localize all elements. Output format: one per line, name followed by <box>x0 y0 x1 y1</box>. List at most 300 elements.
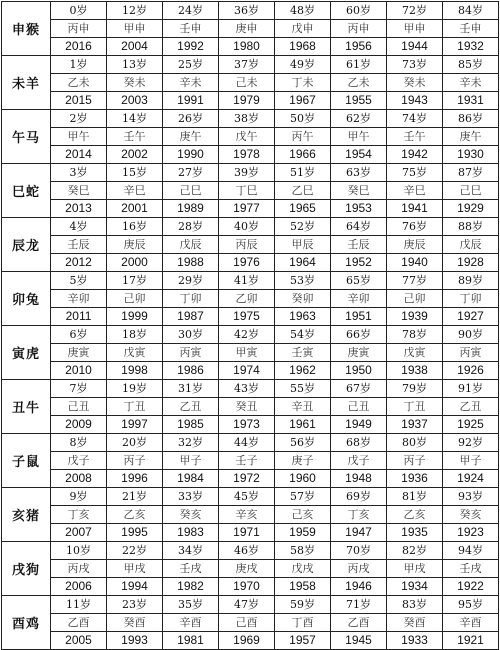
age-row <box>2 380 499 398</box>
ganzhi-cell: 乙卯 <box>219 290 275 308</box>
year-cell: 2015 <box>51 92 107 110</box>
year-cell: 1933 <box>387 632 443 650</box>
ganzhi-cell: 甲寅 <box>219 344 275 362</box>
ganzhi-cell: 丙寅 <box>163 344 219 362</box>
age-cell: 33岁 <box>163 488 219 506</box>
age-cell: 59岁 <box>275 596 331 614</box>
ganzhi-row <box>2 236 499 254</box>
age-cell: 29岁 <box>163 272 219 290</box>
year-cell: 1926 <box>443 362 499 380</box>
year-cell: 2007 <box>51 524 107 542</box>
ganzhi-cell: 癸未 <box>107 74 163 92</box>
age-cell: 80岁 <box>387 434 443 452</box>
age-cell: 32岁 <box>163 434 219 452</box>
zodiac-label: 辰龙 <box>2 218 51 272</box>
age-cell: 28岁 <box>163 218 219 236</box>
age-cell: 44岁 <box>219 434 275 452</box>
ganzhi-cell: 丁亥 <box>331 506 387 524</box>
ganzhi-cell: 戊辰 <box>163 236 219 254</box>
year-cell: 1925 <box>443 416 499 434</box>
year-cell: 1924 <box>443 470 499 488</box>
ganzhi-cell: 辛亥 <box>219 506 275 524</box>
year-cell: 2001 <box>107 200 163 218</box>
year-cell: 1964 <box>275 254 331 272</box>
year-cell: 1968 <box>275 38 331 56</box>
year-cell: 1950 <box>331 362 387 380</box>
ganzhi-row <box>2 182 499 200</box>
ganzhi-cell: 辛卯 <box>51 290 107 308</box>
age-cell: 64岁 <box>331 218 387 236</box>
ganzhi-cell: 癸亥 <box>443 506 499 524</box>
age-cell: 48岁 <box>275 2 331 20</box>
ganzhi-cell: 庚午 <box>163 128 219 146</box>
ganzhi-cell: 甲午 <box>51 128 107 146</box>
year-cell: 1985 <box>163 416 219 434</box>
ganzhi-cell: 戊午 <box>219 128 275 146</box>
year-cell: 1947 <box>331 524 387 542</box>
year-cell: 1922 <box>443 578 499 596</box>
ganzhi-cell: 辛未 <box>163 74 219 92</box>
year-cell: 1951 <box>331 308 387 326</box>
year-cell: 1976 <box>219 254 275 272</box>
ganzhi-cell: 丙寅 <box>443 344 499 362</box>
year-cell: 1948 <box>331 470 387 488</box>
year-cell: 1969 <box>219 632 275 650</box>
year-cell: 1957 <box>275 632 331 650</box>
year-cell: 2012 <box>51 254 107 272</box>
age-cell: 53岁 <box>275 272 331 290</box>
ganzhi-cell: 癸亥 <box>163 506 219 524</box>
ganzhi-cell: 己巳 <box>163 182 219 200</box>
age-cell: 16岁 <box>107 218 163 236</box>
year-cell: 1930 <box>443 146 499 164</box>
age-cell: 4岁 <box>51 218 107 236</box>
ganzhi-row <box>2 560 499 578</box>
age-cell: 19岁 <box>107 380 163 398</box>
age-cell: 21岁 <box>107 488 163 506</box>
zodiac-label: 巳蛇 <box>2 164 51 218</box>
zodiac-label: 酉鸡 <box>2 596 51 650</box>
age-cell: 86岁 <box>443 110 499 128</box>
age-cell: 10岁 <box>51 542 107 560</box>
year-row <box>2 416 499 434</box>
year-cell: 1989 <box>163 200 219 218</box>
year-row <box>2 470 499 488</box>
ganzhi-cell: 甲申 <box>107 20 163 38</box>
age-cell: 84岁 <box>443 2 499 20</box>
age-cell: 23岁 <box>107 596 163 614</box>
age-cell: 70岁 <box>331 542 387 560</box>
year-cell: 1999 <box>107 308 163 326</box>
age-cell: 11岁 <box>51 596 107 614</box>
age-cell: 8岁 <box>51 434 107 452</box>
age-cell: 66岁 <box>331 326 387 344</box>
age-cell: 17岁 <box>107 272 163 290</box>
zodiac-label: 丑牛 <box>2 380 51 434</box>
ganzhi-cell: 己丑 <box>331 398 387 416</box>
year-cell: 1983 <box>163 524 219 542</box>
year-cell: 1959 <box>275 524 331 542</box>
age-cell: 62岁 <box>331 110 387 128</box>
ganzhi-row <box>2 614 499 632</box>
ganzhi-row <box>2 344 499 362</box>
ganzhi-cell: 己巳 <box>443 182 499 200</box>
ganzhi-cell: 乙亥 <box>107 506 163 524</box>
ganzhi-cell: 辛巳 <box>107 182 163 200</box>
year-row <box>2 254 499 272</box>
year-cell: 1974 <box>219 362 275 380</box>
ganzhi-cell: 甲午 <box>331 128 387 146</box>
age-cell: 57岁 <box>275 488 331 506</box>
age-cell: 43岁 <box>219 380 275 398</box>
age-cell: 89岁 <box>443 272 499 290</box>
year-row <box>2 524 499 542</box>
age-cell: 27岁 <box>163 164 219 182</box>
year-cell: 1990 <box>163 146 219 164</box>
year-cell: 2010 <box>51 362 107 380</box>
age-cell: 38岁 <box>219 110 275 128</box>
year-cell: 1921 <box>443 632 499 650</box>
ganzhi-row <box>2 398 499 416</box>
year-cell: 2006 <box>51 578 107 596</box>
zodiac-label: 亥猪 <box>2 488 51 542</box>
age-row <box>2 596 499 614</box>
ganzhi-row <box>2 20 499 38</box>
ganzhi-cell: 丁卯 <box>443 290 499 308</box>
age-cell: 87岁 <box>443 164 499 182</box>
year-row <box>2 308 499 326</box>
ganzhi-cell: 壬戌 <box>443 560 499 578</box>
ganzhi-cell: 丁巳 <box>219 182 275 200</box>
age-cell: 1岁 <box>51 56 107 74</box>
ganzhi-cell: 壬戌 <box>163 560 219 578</box>
ganzhi-cell: 庚申 <box>219 20 275 38</box>
ganzhi-cell: 癸巳 <box>51 182 107 200</box>
year-cell: 1936 <box>387 470 443 488</box>
age-cell: 40岁 <box>219 218 275 236</box>
ganzhi-cell: 庚辰 <box>387 236 443 254</box>
zodiac-label: 卯兔 <box>2 272 51 326</box>
age-cell: 24岁 <box>163 2 219 20</box>
age-cell: 14岁 <box>107 110 163 128</box>
year-cell: 2014 <box>51 146 107 164</box>
year-cell: 2005 <box>51 632 107 650</box>
age-cell: 69岁 <box>331 488 387 506</box>
age-cell: 49岁 <box>275 56 331 74</box>
year-row <box>2 92 499 110</box>
age-cell: 83岁 <box>387 596 443 614</box>
ganzhi-cell: 庚寅 <box>51 344 107 362</box>
ganzhi-cell: 癸丑 <box>219 398 275 416</box>
year-cell: 1966 <box>275 146 331 164</box>
zodiac-label: 戌狗 <box>2 542 51 596</box>
ganzhi-cell: 戊辰 <box>443 236 499 254</box>
age-row <box>2 164 499 182</box>
ganzhi-cell: 丙申 <box>331 20 387 38</box>
ganzhi-cell: 丁丑 <box>107 398 163 416</box>
zodiac-label: 午马 <box>2 110 51 164</box>
ganzhi-row <box>2 74 499 92</box>
year-cell: 1977 <box>219 200 275 218</box>
ganzhi-cell: 甲辰 <box>275 236 331 254</box>
ganzhi-cell: 丙戌 <box>331 560 387 578</box>
year-cell: 1938 <box>387 362 443 380</box>
year-cell: 1958 <box>275 578 331 596</box>
year-cell: 1960 <box>275 470 331 488</box>
ganzhi-cell: 甲子 <box>443 452 499 470</box>
age-cell: 93岁 <box>443 488 499 506</box>
age-row <box>2 110 499 128</box>
age-cell: 52岁 <box>275 218 331 236</box>
age-cell: 60岁 <box>331 2 387 20</box>
ganzhi-cell: 壬子 <box>219 452 275 470</box>
ganzhi-row <box>2 128 499 146</box>
age-cell: 79岁 <box>387 380 443 398</box>
table-body <box>2 2 499 650</box>
ganzhi-cell: 辛未 <box>443 74 499 92</box>
age-cell: 36岁 <box>219 2 275 20</box>
age-cell: 82岁 <box>387 542 443 560</box>
age-cell: 72岁 <box>387 2 443 20</box>
age-cell: 31岁 <box>163 380 219 398</box>
age-cell: 12岁 <box>107 2 163 20</box>
ganzhi-cell: 丁丑 <box>387 398 443 416</box>
age-cell: 95岁 <box>443 596 499 614</box>
year-cell: 2009 <box>51 416 107 434</box>
age-cell: 3岁 <box>51 164 107 182</box>
age-cell: 65岁 <box>331 272 387 290</box>
year-cell: 1984 <box>163 470 219 488</box>
year-cell: 1934 <box>387 578 443 596</box>
ganzhi-cell: 壬午 <box>387 128 443 146</box>
age-cell: 68岁 <box>331 434 387 452</box>
ganzhi-cell: 乙未 <box>51 74 107 92</box>
ganzhi-cell: 乙酉 <box>331 614 387 632</box>
age-cell: 0岁 <box>51 2 107 20</box>
year-cell: 1932 <box>443 38 499 56</box>
age-row <box>2 272 499 290</box>
age-cell: 81岁 <box>387 488 443 506</box>
year-cell: 1939 <box>387 308 443 326</box>
year-cell: 1978 <box>219 146 275 164</box>
year-cell: 1923 <box>443 524 499 542</box>
ganzhi-cell: 癸卯 <box>275 290 331 308</box>
ganzhi-cell: 丁酉 <box>275 614 331 632</box>
age-row <box>2 434 499 452</box>
age-cell: 15岁 <box>107 164 163 182</box>
age-row <box>2 218 499 236</box>
age-cell: 63岁 <box>331 164 387 182</box>
ganzhi-cell: 乙亥 <box>387 506 443 524</box>
year-cell: 2013 <box>51 200 107 218</box>
year-cell: 2016 <box>51 38 107 56</box>
zodiac-label: 子鼠 <box>2 434 51 488</box>
year-cell: 2008 <box>51 470 107 488</box>
ganzhi-cell: 丁卯 <box>163 290 219 308</box>
ganzhi-cell: 辛酉 <box>443 614 499 632</box>
ganzhi-cell: 戊子 <box>331 452 387 470</box>
year-cell: 1965 <box>275 200 331 218</box>
ganzhi-cell: 己卯 <box>107 290 163 308</box>
age-cell: 74岁 <box>387 110 443 128</box>
year-cell: 1953 <box>331 200 387 218</box>
year-cell: 1929 <box>443 200 499 218</box>
age-row <box>2 56 499 74</box>
ganzhi-cell: 癸酉 <box>107 614 163 632</box>
year-row <box>2 362 499 380</box>
year-row <box>2 146 499 164</box>
ganzhi-cell: 壬申 <box>163 20 219 38</box>
zodiac-label: 未羊 <box>2 56 51 110</box>
year-cell: 1971 <box>219 524 275 542</box>
year-cell: 1998 <box>107 362 163 380</box>
year-cell: 1987 <box>163 308 219 326</box>
ganzhi-cell: 乙丑 <box>163 398 219 416</box>
year-cell: 1955 <box>331 92 387 110</box>
year-cell: 1945 <box>331 632 387 650</box>
year-cell: 1975 <box>219 308 275 326</box>
age-cell: 41岁 <box>219 272 275 290</box>
year-cell: 1994 <box>107 578 163 596</box>
year-row <box>2 578 499 596</box>
year-cell: 2011 <box>51 308 107 326</box>
age-cell: 51岁 <box>275 164 331 182</box>
age-cell: 25岁 <box>163 56 219 74</box>
age-cell: 22岁 <box>107 542 163 560</box>
ganzhi-cell: 壬辰 <box>51 236 107 254</box>
year-cell: 2000 <box>107 254 163 272</box>
year-cell: 1931 <box>443 92 499 110</box>
ganzhi-cell: 癸未 <box>387 74 443 92</box>
year-cell: 1967 <box>275 92 331 110</box>
ganzhi-cell: 庚戌 <box>219 560 275 578</box>
ganzhi-cell: 辛巳 <box>387 182 443 200</box>
year-cell: 1952 <box>331 254 387 272</box>
age-cell: 75岁 <box>387 164 443 182</box>
age-cell: 67岁 <box>331 380 387 398</box>
year-cell: 1997 <box>107 416 163 434</box>
ganzhi-cell: 己亥 <box>275 506 331 524</box>
zodiac-age-table <box>1 1 499 650</box>
year-cell: 2004 <box>107 38 163 56</box>
ganzhi-cell: 甲申 <box>387 20 443 38</box>
ganzhi-row <box>2 452 499 470</box>
year-cell: 1995 <box>107 524 163 542</box>
age-cell: 71岁 <box>331 596 387 614</box>
ganzhi-cell: 丁未 <box>275 74 331 92</box>
age-cell: 56岁 <box>275 434 331 452</box>
age-cell: 76岁 <box>387 218 443 236</box>
ganzhi-cell: 壬辰 <box>331 236 387 254</box>
age-cell: 92岁 <box>443 434 499 452</box>
age-cell: 46岁 <box>219 542 275 560</box>
ganzhi-cell: 戊寅 <box>107 344 163 362</box>
year-cell: 1972 <box>219 470 275 488</box>
year-cell: 1982 <box>163 578 219 596</box>
ganzhi-cell: 乙未 <box>331 74 387 92</box>
ganzhi-cell: 戊申 <box>275 20 331 38</box>
ganzhi-cell: 壬寅 <box>275 344 331 362</box>
age-cell: 26岁 <box>163 110 219 128</box>
year-cell: 2002 <box>107 146 163 164</box>
year-cell: 1986 <box>163 362 219 380</box>
age-cell: 30岁 <box>163 326 219 344</box>
age-cell: 54岁 <box>275 326 331 344</box>
age-cell: 45岁 <box>219 488 275 506</box>
ganzhi-cell: 戊戌 <box>275 560 331 578</box>
ganzhi-cell: 丁亥 <box>51 506 107 524</box>
ganzhi-cell: 壬午 <box>107 128 163 146</box>
age-row <box>2 2 499 20</box>
year-cell: 1949 <box>331 416 387 434</box>
ganzhi-cell: 丙申 <box>51 20 107 38</box>
age-row <box>2 326 499 344</box>
age-cell: 2岁 <box>51 110 107 128</box>
ganzhi-cell: 甲戌 <box>387 560 443 578</box>
age-row <box>2 542 499 560</box>
age-cell: 91岁 <box>443 380 499 398</box>
year-row <box>2 200 499 218</box>
ganzhi-cell: 丙午 <box>275 128 331 146</box>
ganzhi-cell: 庚子 <box>275 452 331 470</box>
age-cell: 58岁 <box>275 542 331 560</box>
year-cell: 1973 <box>219 416 275 434</box>
year-cell: 1944 <box>387 38 443 56</box>
year-cell: 1961 <box>275 416 331 434</box>
zodiac-label: 申猴 <box>2 2 51 56</box>
ganzhi-cell: 丙子 <box>107 452 163 470</box>
ganzhi-cell: 丙子 <box>387 452 443 470</box>
year-cell: 1956 <box>331 38 387 56</box>
ganzhi-cell: 丙辰 <box>219 236 275 254</box>
ganzhi-cell: 辛酉 <box>163 614 219 632</box>
year-cell: 2003 <box>107 92 163 110</box>
year-cell: 1979 <box>219 92 275 110</box>
year-cell: 1927 <box>443 308 499 326</box>
year-cell: 1943 <box>387 92 443 110</box>
ganzhi-row <box>2 290 499 308</box>
age-cell: 47岁 <box>219 596 275 614</box>
ganzhi-cell: 庚午 <box>443 128 499 146</box>
age-cell: 42岁 <box>219 326 275 344</box>
ganzhi-cell: 癸酉 <box>387 614 443 632</box>
year-cell: 1963 <box>275 308 331 326</box>
ganzhi-cell: 乙酉 <box>51 614 107 632</box>
age-cell: 77岁 <box>387 272 443 290</box>
year-cell: 1946 <box>331 578 387 596</box>
year-cell: 1962 <box>275 362 331 380</box>
age-cell: 39岁 <box>219 164 275 182</box>
age-cell: 90岁 <box>443 326 499 344</box>
year-cell: 1935 <box>387 524 443 542</box>
age-cell: 55岁 <box>275 380 331 398</box>
ganzhi-cell: 乙丑 <box>443 398 499 416</box>
age-cell: 85岁 <box>443 56 499 74</box>
year-cell: 1992 <box>163 38 219 56</box>
year-cell: 1991 <box>163 92 219 110</box>
age-cell: 9岁 <box>51 488 107 506</box>
year-cell: 1981 <box>163 632 219 650</box>
age-cell: 18岁 <box>107 326 163 344</box>
ganzhi-cell: 庚辰 <box>107 236 163 254</box>
age-cell: 94岁 <box>443 542 499 560</box>
ganzhi-cell: 辛丑 <box>275 398 331 416</box>
year-cell: 1954 <box>331 146 387 164</box>
age-cell: 5岁 <box>51 272 107 290</box>
ganzhi-row <box>2 506 499 524</box>
ganzhi-cell: 癸巳 <box>331 182 387 200</box>
ganzhi-cell: 壬申 <box>443 20 499 38</box>
